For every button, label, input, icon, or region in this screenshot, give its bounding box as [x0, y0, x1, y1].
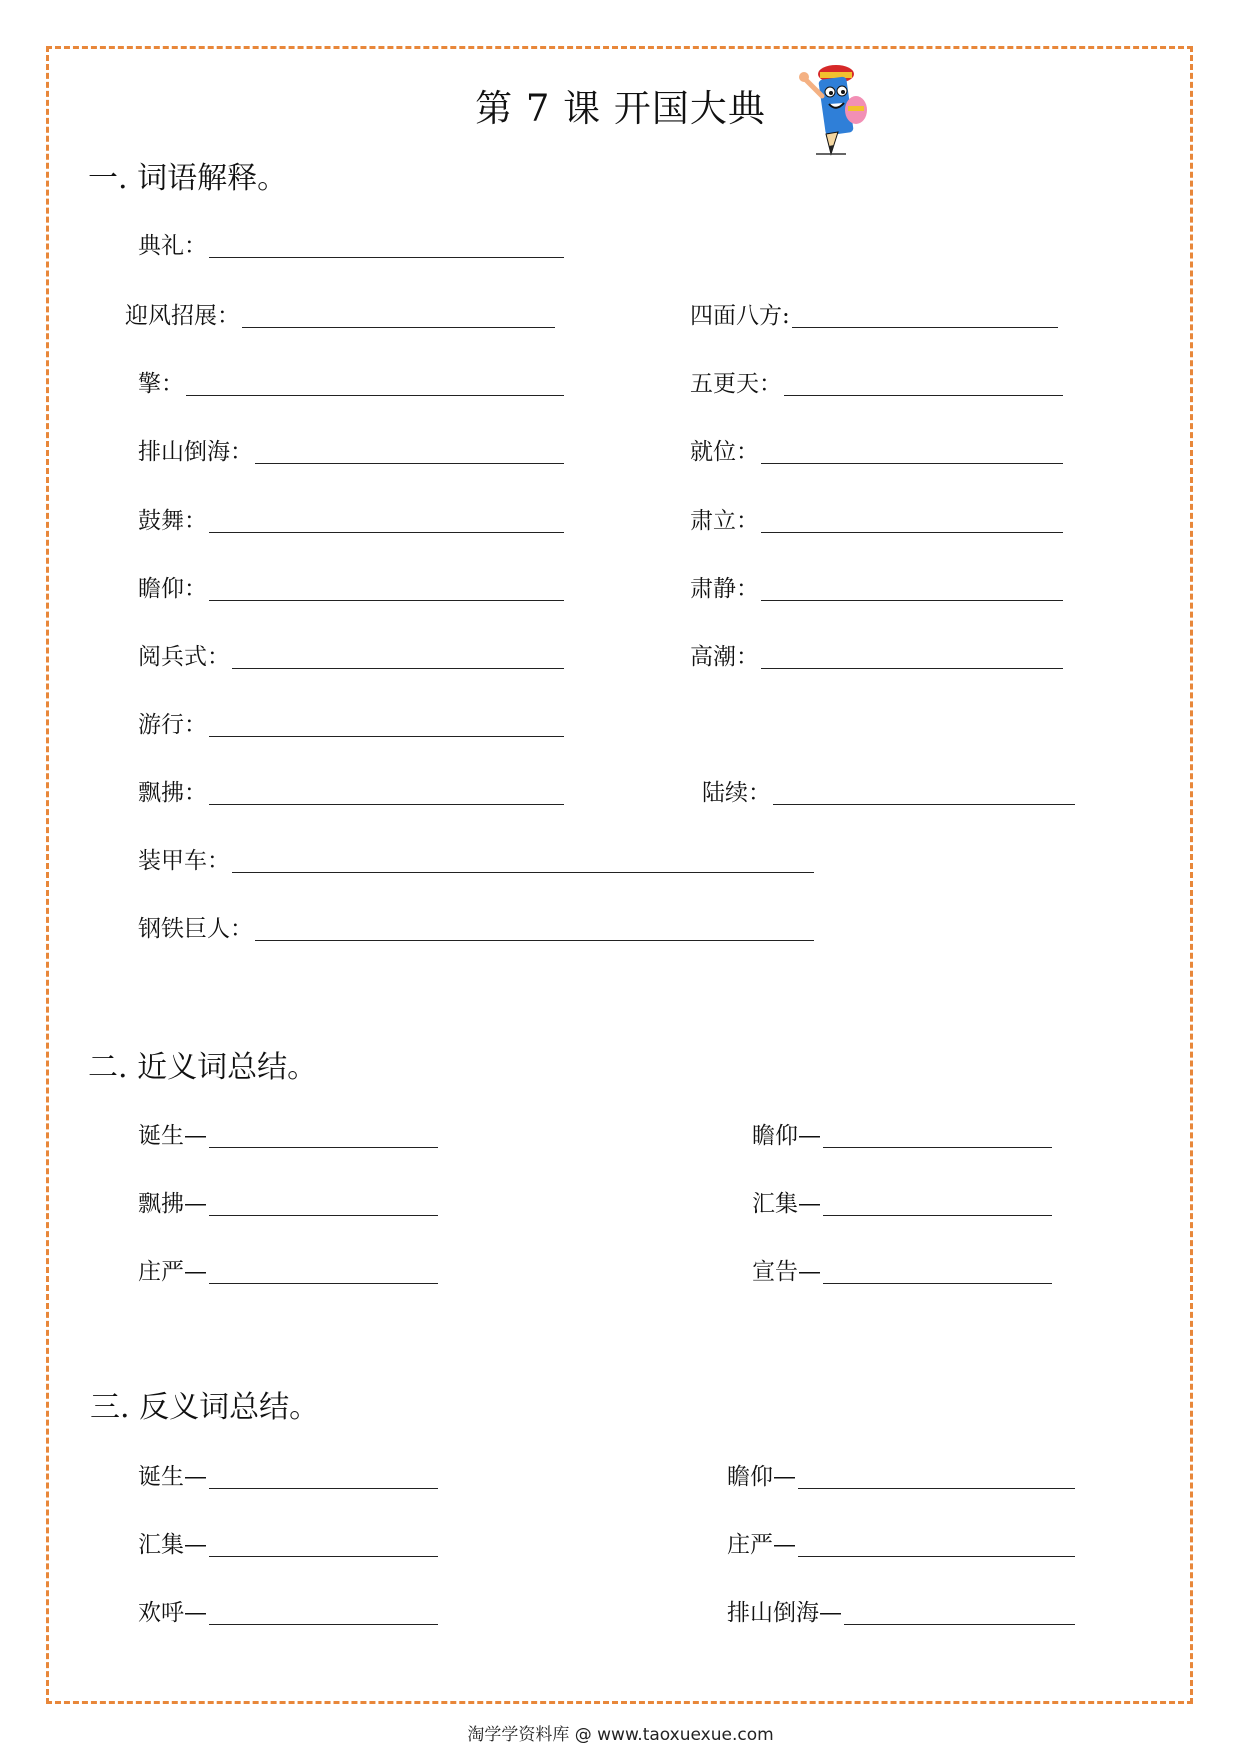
answer-line[interactable]: [798, 1487, 1075, 1489]
section-heading-antonyms: 三. 反义词总结。: [90, 1390, 320, 1425]
field-label: 瞻仰：: [138, 576, 207, 602]
field-label: 诞生—: [138, 1123, 207, 1149]
field-label: 欢呼—: [138, 1600, 207, 1626]
field-dianli: [138, 224, 564, 260]
field-yuebing: [138, 635, 564, 671]
answer-line[interactable]: [823, 1146, 1052, 1148]
field-label: 五更天：: [690, 371, 782, 397]
field-label: 瞻仰—: [752, 1123, 821, 1149]
field-label: 飘拂—: [138, 1191, 207, 1217]
field-zhuangjia: [138, 839, 814, 875]
field-gangtie: [138, 907, 814, 943]
field-paishan: [138, 430, 564, 466]
synonym-dansheng: [138, 1114, 438, 1150]
field-simian: [690, 294, 1058, 330]
field-label: 典礼：: [138, 233, 207, 259]
section-heading-vocabulary: 一. 词语解释。: [88, 161, 288, 196]
field-zhanyang: [138, 567, 564, 603]
antonym-zhuangyan: [727, 1523, 1075, 1559]
field-suli: [690, 499, 1063, 535]
field-label: 宣告—: [752, 1259, 821, 1285]
antonym-huanhu: [138, 1591, 438, 1627]
answer-line[interactable]: [232, 871, 814, 873]
field-label: 游行：: [138, 712, 207, 738]
answer-line[interactable]: [186, 394, 564, 396]
footer-source: 淘学学资料库 @ www.taoxuexue.com: [467, 1725, 774, 1745]
answer-line[interactable]: [761, 462, 1063, 464]
synonym-zhanyang: [752, 1114, 1052, 1150]
field-label: 高潮：: [690, 644, 759, 670]
field-label: 擎：: [138, 371, 184, 397]
field-qing: [138, 362, 564, 398]
field-label: 钢铁巨人：: [138, 916, 253, 942]
section-heading-synonyms: 二. 近义词总结。: [88, 1050, 318, 1085]
field-label: 汇集—: [752, 1191, 821, 1217]
answer-line[interactable]: [255, 462, 564, 464]
field-label: 排山倒海—: [727, 1600, 842, 1626]
synonym-huiji: [752, 1182, 1052, 1218]
answer-line[interactable]: [209, 1555, 438, 1557]
antonym-paishan: [727, 1591, 1075, 1627]
field-label: 陆续：: [702, 780, 771, 806]
synonym-xuangao: [752, 1250, 1052, 1286]
answer-line[interactable]: [792, 326, 1058, 328]
field-yingfeng: [125, 294, 555, 330]
answer-line[interactable]: [209, 735, 564, 737]
antonym-huiji: [138, 1523, 438, 1559]
answer-line[interactable]: [242, 326, 555, 328]
answer-line[interactable]: [209, 803, 564, 805]
answer-line[interactable]: [798, 1555, 1075, 1557]
answer-line[interactable]: [844, 1623, 1075, 1625]
answer-line[interactable]: [255, 939, 814, 941]
answer-line[interactable]: [784, 394, 1063, 396]
field-label: 阅兵式：: [138, 644, 230, 670]
field-label: 汇集—: [138, 1532, 207, 1558]
field-label: 肃立：: [690, 508, 759, 534]
answer-line[interactable]: [773, 803, 1075, 805]
answer-line[interactable]: [209, 1282, 438, 1284]
answer-line[interactable]: [209, 531, 564, 533]
antonym-zhanyang: [727, 1455, 1075, 1491]
field-youxing: [138, 703, 564, 739]
field-sujing: [690, 567, 1063, 603]
answer-line[interactable]: [209, 599, 564, 601]
field-gaochao: [690, 635, 1063, 671]
answer-line[interactable]: [209, 1146, 438, 1148]
field-label: 鼓舞：: [138, 508, 207, 534]
field-jiuwei: [690, 430, 1063, 466]
field-label: 装甲车：: [138, 848, 230, 874]
field-label: 就位：: [690, 439, 759, 465]
pencil-mascot-icon: [786, 62, 882, 162]
answer-line[interactable]: [761, 667, 1063, 669]
field-luxu: [702, 771, 1075, 807]
answer-line[interactable]: [209, 256, 564, 258]
field-guwu: [138, 499, 564, 535]
field-label: 庄严—: [138, 1259, 207, 1285]
synonym-zhuangyan: [138, 1250, 438, 1286]
field-label: 肃静：: [690, 576, 759, 602]
field-label: 飘拂：: [138, 780, 207, 806]
field-wugeng: [690, 362, 1063, 398]
answer-line[interactable]: [823, 1282, 1052, 1284]
field-label: 庄严—: [727, 1532, 796, 1558]
answer-line[interactable]: [232, 667, 564, 669]
field-label: 排山倒海：: [138, 439, 253, 465]
answer-line[interactable]: [209, 1623, 438, 1625]
field-label: 四面八方:: [690, 303, 790, 329]
synonym-piaofu: [138, 1182, 438, 1218]
field-label: 瞻仰—: [727, 1464, 796, 1490]
answer-line[interactable]: [761, 599, 1063, 601]
answer-line[interactable]: [823, 1214, 1052, 1216]
answer-line[interactable]: [761, 531, 1063, 533]
answer-line[interactable]: [209, 1487, 438, 1489]
page-title: 第 7 课 开国大典: [475, 87, 766, 130]
field-piaofu: [138, 771, 564, 807]
field-label: 迎风招展：: [125, 303, 240, 329]
field-label: 诞生—: [138, 1464, 207, 1490]
answer-line[interactable]: [209, 1214, 438, 1216]
antonym-dansheng: [138, 1455, 438, 1491]
